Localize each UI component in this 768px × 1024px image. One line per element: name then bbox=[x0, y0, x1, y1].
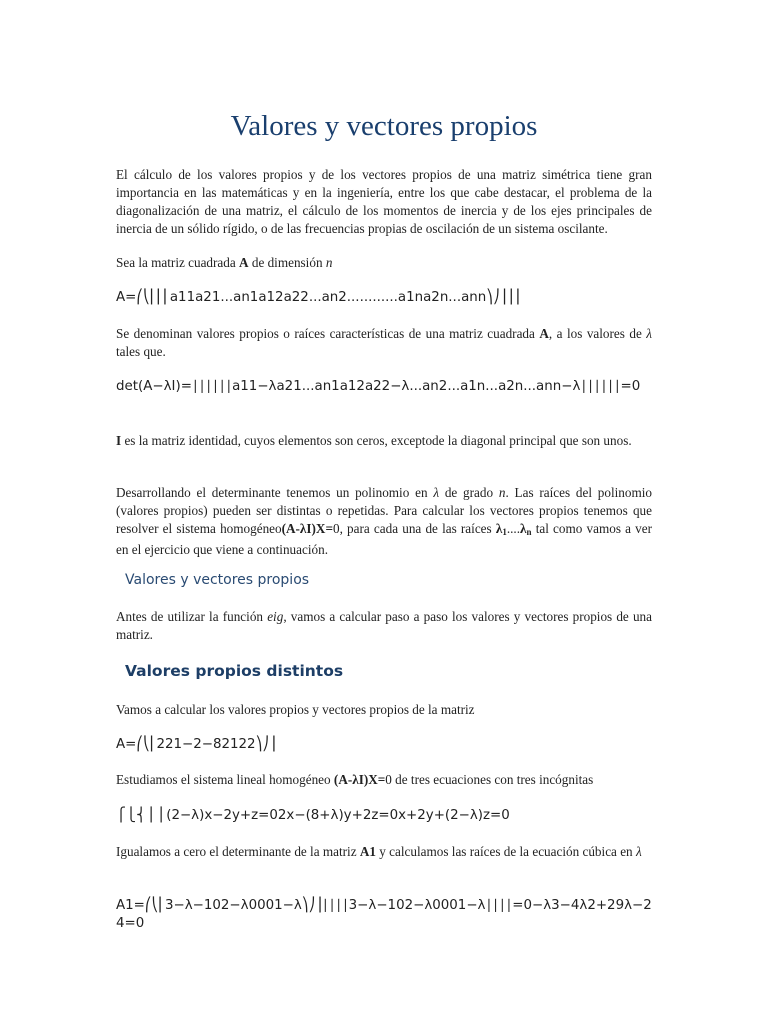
estudiamos-text-1: Estudiamos el sistema lineal homogéneo bbox=[116, 772, 334, 787]
equation-determinant: det(A−λI)=∣∣∣∣∣∣a11−λa21...an1a12a22−λ...an2...a1n...a2n...ann−λ∣∣∣∣∣∣=0 bbox=[116, 379, 641, 394]
desarrollando-text-5: tal como vamos a ver en el ejercicio que viene a continuación. bbox=[116, 521, 653, 557]
equation-matrix-a: A=⎛⎝⎜⎜⎜a11a21...an1a12a22...an2............a1na2n...ann⎞⎠⎟⎟⎟ bbox=[116, 290, 520, 305]
desarrollando-degree: n bbox=[498, 485, 506, 500]
section-heading: Valores y vectores propios bbox=[125, 572, 310, 588]
denominan-text: Se denominan valores propios o raíces características de una matriz cuadrada bbox=[116, 326, 540, 341]
denominan-text-mid: , a los valores de bbox=[548, 326, 647, 341]
sea-text: Sea la matriz cuadrada bbox=[116, 255, 240, 270]
antes-text-1: Antes de utilizar la función bbox=[116, 609, 268, 624]
estudiamos-system: (A-λI)X= bbox=[333, 772, 386, 787]
denominan-text-post: tales que. bbox=[116, 344, 166, 359]
antes-text-2: , vamos a calcular paso a paso los valores y vectores propios de una matriz. bbox=[116, 609, 652, 642]
desarrollando-text-1: Desarrollando el determinante tenemos un polinomio en bbox=[116, 485, 434, 500]
equation-cubic: A1=⎛⎝⎜3−λ−102−λ0001−λ⎞⎠⎟∣∣∣∣3−λ−102−λ0001−λ∣∣∣∣=0−λ3−4λ2+29λ−24=0 bbox=[116, 898, 652, 931]
identidad-paragraph bbox=[116, 432, 652, 450]
desarrollando-paragraph bbox=[116, 484, 652, 559]
antes-paragraph bbox=[116, 608, 652, 644]
vamos-paragraph: Vamos a calcular los valores propios y vectores propios de la matriz bbox=[116, 702, 475, 717]
desarrollando-text-3: . Las raíces del polinomio (valores propios) pueden ser distintas o repetidas. Para calcular los vectores propios tenemos que resolver el sistema homogéneo bbox=[116, 485, 653, 536]
subsection-heading: Valores propios distintos bbox=[125, 662, 344, 680]
desarrollando-text-2: de grado bbox=[439, 485, 499, 500]
igualamos-lambda: λ bbox=[635, 844, 642, 859]
intro-paragraph: El cálculo de los valores propios y de los vectores propios de una matriz simétrica tiene gran importancia en las matemáticas y en la ingeniería, entre los que cabe destacar, el problema de la diagonalización de una matriz, el cálculo de los momentos de inercia y de los ejes principales de inercia de un sólido rígido, o de las frecuencias propias de oscilación de un sistema oscilante. bbox=[116, 167, 652, 236]
sea-dimension-symbol: n bbox=[325, 255, 333, 270]
matrix-a1-symbol: A1 bbox=[359, 844, 376, 859]
sea-text-mid: de dimensión bbox=[248, 255, 326, 270]
desarrollando-lambda: λ bbox=[433, 485, 440, 500]
lambda-dots: .... bbox=[506, 521, 521, 536]
denominan-lambda-symbol: λ bbox=[646, 326, 652, 341]
equation-matrix-a2: A=⎛⎝⎜221−2−82122⎞⎠⎟ bbox=[116, 737, 276, 752]
page-title: Valores y vectores propios bbox=[230, 110, 538, 142]
estudiamos-paragraph bbox=[116, 771, 652, 789]
lambda-1: $\lambda_1$ bbox=[495, 521, 507, 537]
equation-linear-system: ⎧⎩⎨⎪⎪(2−λ)x−2y+z=02x−(8+λ)y+2z=0x+2y+(2−λ)z=0 bbox=[116, 808, 510, 823]
igualamos-text-2: y calculamos las raíces de la ecuación cúbica en bbox=[375, 844, 636, 859]
identidad-text: es la matriz identidad, cuyos elementos son ceros, exceptode la diagonal principal que son unos. bbox=[121, 433, 632, 448]
identity-symbol: I bbox=[116, 433, 122, 448]
igualamos-paragraph bbox=[116, 843, 652, 861]
desarrollando-text-4: 0, para cada una de las raíces bbox=[332, 521, 496, 536]
eig-function: eig bbox=[267, 609, 284, 624]
denominan-paragraph bbox=[116, 325, 652, 361]
lambda-n: $\lambda_n$ bbox=[520, 521, 532, 537]
sea-paragraph bbox=[116, 254, 652, 272]
sea-matrix-symbol: A bbox=[239, 255, 249, 270]
igualamos-text-1: Igualamos a cero el determinante de la matriz bbox=[116, 844, 360, 859]
homogeneous-system: (A-λI)X= bbox=[281, 521, 333, 536]
denominan-matrix-symbol: A bbox=[539, 326, 549, 341]
estudiamos-text-2: 0 de tres ecuaciones con tres incógnitas bbox=[385, 772, 594, 787]
